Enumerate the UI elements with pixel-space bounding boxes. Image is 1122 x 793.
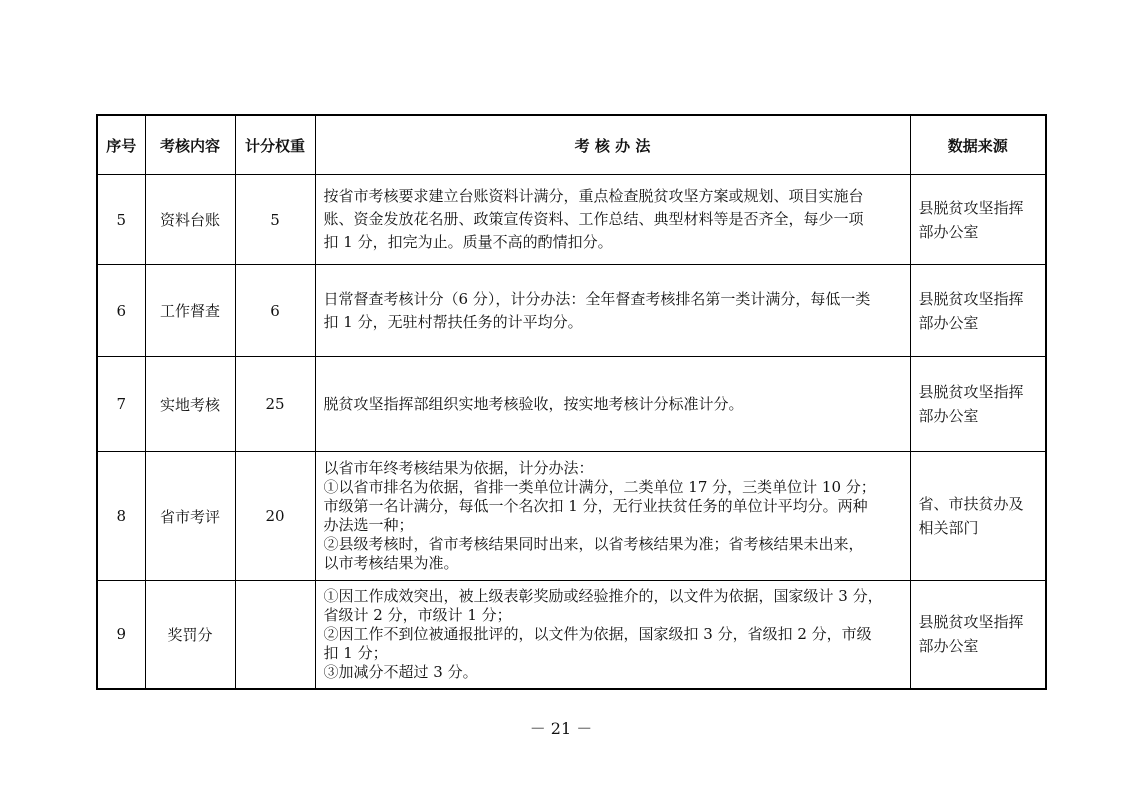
method-line: ①以省市排名为依据，省排一类单位计满分，二类单位 17 分，三类单位计 10 分； [323, 478, 876, 496]
row-weight: 25 [235, 357, 315, 452]
source-line: 部办公室 [918, 222, 979, 241]
method-line: 扣 1 分； [323, 643, 388, 662]
method-line: 按省市考核要求建立台账资料计满分，重点检查脱贫攻坚方案或规划、项目实施台 [323, 187, 864, 205]
method-line: ②县级考核时，省市考核结果同时出来，以省考核结果为准；省考核结果未出来， [323, 535, 864, 553]
method-line: 日常督查考核计分（6 分），计分办法：全年督查考核排名第一类计满分，每低一类 [323, 289, 871, 308]
row-weight: 20 [235, 452, 315, 581]
method-line: 账、资金发放花名册、政策宣传资料、工作总结、典型材料等是否齐全，每少一项 [323, 210, 864, 228]
method-line: 脱贫攻坚指挥部组织实地考核验收，按实地考核计分标准计分。 [323, 394, 744, 413]
row-index: 6 [97, 265, 145, 357]
method-line: 以市考核结果为准。 [323, 554, 459, 572]
header-weight: 计分权重 [235, 115, 315, 175]
method-line: 扣 1 分，扣完为止。质量不高的酌情扣分。 [323, 233, 613, 251]
row-method [315, 175, 910, 265]
method-line: 省级计 2 分，市级计 1 分； [323, 605, 512, 624]
source-line: 县脱贫攻坚指挥 [918, 383, 1024, 401]
method-line: ②因工作不到位被通报批评的，以文件为依据，国家级扣 3 分，省级扣 2 分，市级 [323, 624, 872, 643]
source-line: 县脱贫攻坚指挥 [918, 289, 1024, 308]
row-weight: 5 [235, 175, 315, 265]
row-index: 8 [97, 452, 145, 581]
table-row [97, 265, 1046, 357]
row-method [315, 357, 910, 452]
row-index: 7 [97, 357, 145, 452]
source-line: 县脱贫攻坚指挥 [918, 198, 1024, 217]
method-line: 以省市年终考核结果为依据，计分办法： [323, 459, 594, 477]
row-weight [235, 581, 315, 689]
row-content: 省市考评 [145, 452, 235, 581]
row-content: 资料台账 [145, 175, 235, 265]
table-row [97, 175, 1046, 265]
source-line: 部办公室 [918, 313, 979, 332]
row-source [910, 581, 1046, 689]
row-method [315, 452, 910, 581]
header-content: 考核内容 [145, 115, 235, 175]
row-source [910, 175, 1046, 265]
row-weight: 6 [235, 265, 315, 357]
header-source: 数据来源 [910, 115, 1046, 175]
row-method [315, 581, 910, 689]
row-source [910, 357, 1046, 452]
row-source [910, 452, 1046, 581]
source-line: 省、市扶贫办及 [918, 495, 1024, 513]
source-line: 相关部门 [918, 519, 979, 537]
table-row [97, 357, 1046, 452]
header-method: 考 核 办 法 [315, 115, 910, 175]
row-content: 奖罚分 [145, 581, 235, 689]
assessment-table [96, 114, 1047, 690]
source-line: 部办公室 [918, 407, 979, 425]
header-index: 序号 [97, 115, 145, 175]
page-number: － 21 － [529, 719, 593, 738]
row-content: 实地考核 [145, 357, 235, 452]
method-line: ③加减分不超过 3 分。 [323, 662, 478, 681]
method-line: 扣 1 分，无驻村帮扶任务的计平均分。 [323, 312, 583, 331]
table-header-row [97, 115, 1046, 175]
row-index: 5 [97, 175, 145, 265]
table-row [97, 452, 1046, 581]
method-line: 市级第一名计满分，每低一个名次扣 1 分，无行业扶贫任务的单位计平均分。两种 [323, 497, 868, 515]
row-method [315, 265, 910, 357]
source-line: 部办公室 [918, 637, 979, 656]
row-source [910, 265, 1046, 357]
table-row [97, 581, 1046, 689]
method-line: 办法选一种； [323, 516, 414, 534]
row-content: 工作督查 [145, 265, 235, 357]
source-line: 县脱贫攻坚指挥 [918, 613, 1024, 632]
row-index: 9 [97, 581, 145, 689]
method-line: ①因工作成效突出，被上级表彰奖励或经验推介的，以文件为依据，国家级计 3 分， [323, 586, 883, 605]
